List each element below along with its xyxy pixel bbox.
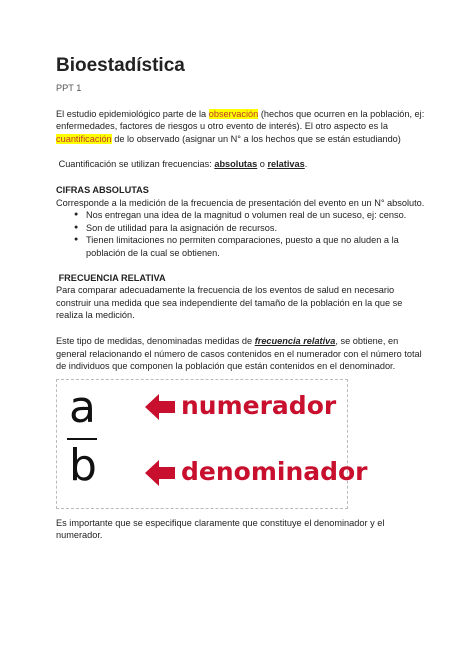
document-content <box>56 54 428 542</box>
freq-o: o <box>257 159 268 170</box>
denominator-letter: b <box>69 439 97 491</box>
cifras-heading: CIFRAS ABSOLUTAS <box>56 184 149 195</box>
relativa-text-a: Este tipo de medidas, denominadas medidas de <box>56 335 255 346</box>
intro-line-2: enfermedades, factores de riesgos u otro evento de interés). El otro aspecto es la <box>56 121 388 132</box>
denominator-label: denominador <box>181 456 368 486</box>
list-item: ● Nos entregan una idea de la magnitud o volumen real de un suceso, ej: censo. <box>74 209 428 222</box>
list-item: ● Tienen limitaciones no permiten comparaciones, puesto a que no aluden a la población de la cual se obtienen. <box>74 234 428 259</box>
relativa-heading-text: FRECUENCIA RELATIVA <box>58 272 166 283</box>
cifras-description: Corresponde a la medición de la frecuencia de presentación del evento en un N° absoluto. <box>56 197 425 208</box>
frequencies-paragraph <box>56 158 428 171</box>
list-item: ● Son de utilidad para la asignación de recursos. <box>74 222 428 235</box>
term-relativas: relativas <box>267 159 305 170</box>
closing-paragraph: Es importante que se especifique claramente que constituye el denominador y el numerador. <box>56 517 385 541</box>
relativa-description: Para comparar adecuadamente la frecuencia de los eventos de salud en necesario construir una medida que sea independiente del tamaño de la población en la que se realiza la medición. <box>56 285 403 321</box>
arrow-left-icon <box>145 394 175 420</box>
relativa-text-b: , se obtiene, en general relacionando el número de casos contenidos en el numerador con el número total de individuos que componen la población que están contenidos en el denominador. <box>56 335 422 372</box>
arrow-left-icon <box>145 460 175 486</box>
term-absolutas: absolutas <box>214 159 258 170</box>
term-observacion: observación <box>208 108 259 119</box>
term-frecuencia-relativa: frecuencia relativa <box>254 335 336 346</box>
numerator-letter: a <box>69 381 96 433</box>
fraction-figure <box>56 379 368 509</box>
intro-text-3: de lo observado (asignar un N° a los hechos que se están estudiando) <box>111 133 401 144</box>
freq-dot: . <box>304 159 308 170</box>
relativa-paragraph-2 <box>56 335 428 373</box>
document-subtitle: PPT 1 <box>56 83 82 93</box>
relativa-heading <box>56 272 428 285</box>
term-cuantificacion: cuantificación <box>56 133 112 144</box>
numerator-label: numerador <box>181 390 337 420</box>
intro-text-2: (hechos que ocurren en la población, ej: <box>258 108 425 119</box>
intro-text-1: El estudio epidemiológico parte de la <box>56 108 209 119</box>
document-title: Bioestadística <box>56 55 185 76</box>
cifras-bullet-list <box>56 209 428 259</box>
freq-text: Cuantificación se utilizan frecuencias: <box>58 159 215 170</box>
intro-paragraph <box>56 108 428 146</box>
